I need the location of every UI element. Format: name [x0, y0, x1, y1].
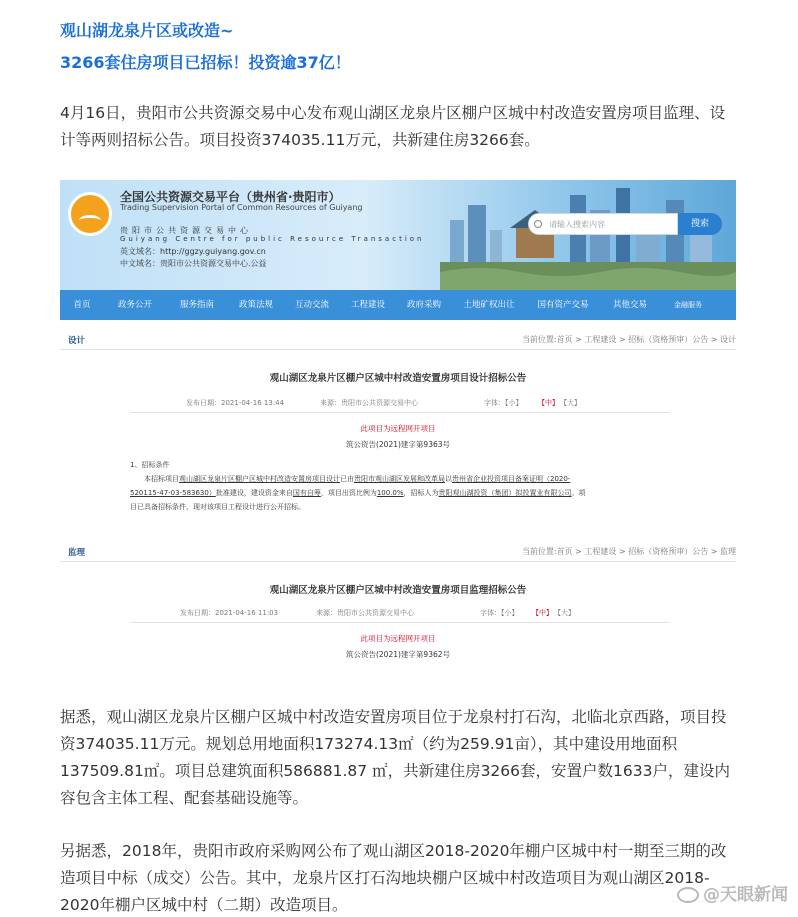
- banner-center-english: Guiyang Centre for public Resource Transaction: [120, 235, 425, 243]
- nav-item-gov-affairs[interactable]: 政务公开: [117, 300, 152, 310]
- cond-title: 1、招标条件: [130, 461, 170, 469]
- search-icon: [534, 220, 542, 228]
- doc-title-supervision: 观山湖区龙泉片区棚户区城中村改造安置房项目监理招标公告: [269, 585, 527, 596]
- nav-item-home[interactable]: 首页: [73, 300, 91, 310]
- doc-title-design: 观山湖区龙泉片区棚户区城中村改造安置房项目设计招标公告: [269, 373, 527, 384]
- section-label-design: 设计: [68, 336, 86, 346]
- nav-item-policy[interactable]: 政策法规: [238, 300, 273, 310]
- embedded-screenshot: [60, 180, 736, 664]
- banner-en-domain: 英文域名：http://ggzy.guiyang.gov.cn: [120, 247, 266, 256]
- site-logo: [68, 192, 112, 236]
- detail-paragraph: 据悉，观山湖区龙泉片区棚户区城中村改造安置房项目位于龙泉村打石沟，北临北京西路，项目投资374035.11万元。规划总用地面积173274.13㎡（约为259.91亩），其中建设用地面积137509.81㎡。项目总建筑面积586881.87 ㎡，共新建住房3266套，安置户数1633户，建设内容包含主体工程、配套基础设施等。: [60, 708, 730, 807]
- source: 来源：贵阳市公共资源交易中心: [316, 609, 414, 617]
- remote-notice-supervision: 此项目为远程网开项目: [360, 634, 436, 643]
- remote-notice-design: 此项目为远程网开项目: [360, 424, 436, 433]
- font-size-small[interactable]: 字体：【小】: [484, 399, 523, 407]
- nav-item-finance[interactable]: 金融服务: [674, 301, 702, 309]
- intro-paragraph: 4月16日，贵阳市公共资源交易中心发布观山湖区龙泉片区棚户区城中村改造安置房项目监理、设计等两则招标公告。项目投资374035.11万元，共新建住房3266套。: [60, 104, 726, 149]
- breadcrumb-supervision: 当前位置:首页 > 工程建设 > 招标（资格预审）公告 > 监理: [521, 547, 736, 556]
- nav-item-other[interactable]: 其他交易: [612, 300, 647, 310]
- main-nav: [60, 290, 736, 320]
- doc-code-design: 筑公资告(2021)建字第9363号: [345, 440, 451, 449]
- headline-line1: 观山湖龙泉片区或改造~: [60, 21, 234, 40]
- search-button[interactable]: 搜索: [678, 213, 722, 235]
- doc-body-design: 1、招标条件 本招标项目观山湖区龙泉片区棚户区城中村改造安置房项目设计已由贵阳市观山湖区发展和改革局以贵州省企业投资项目备案证明（2020- 520115-47-03-583630）批准建设，建设资金来自国有自筹，项目出资比例为100.0%，招标人为贵阳观山湖投资（集团）拟投置业有限公司。项 目已具备招标条件，现对该项目工程设计进行公开招标。: [130, 458, 670, 514]
- section-bar-supervision: [60, 542, 736, 562]
- nav-item-land[interactable]: 土地矿权出让: [463, 300, 515, 310]
- font-size-mid[interactable]: 【中】: [532, 609, 553, 617]
- banner-title: 全国公共资源交易平台（贵州省·贵阳市）: [120, 190, 341, 204]
- banner-center-name: 贵阳市公共资源交易中心: [120, 226, 252, 235]
- breadcrumb-design: 当前位置:首页 > 工程建设 > 招标（资格预审）公告 > 设计: [521, 335, 736, 344]
- banner-english: Trading Supervision Portal of Common Resources of Guiyang: [120, 203, 363, 212]
- banner-cn-domain: 中文域名：贵阳市公共资源交易中心.公益: [120, 259, 267, 268]
- section-label-supervision: 监理: [68, 548, 86, 558]
- nav-item-engineering[interactable]: 工程建设: [350, 300, 385, 310]
- doc-code-supervision: 筑公资告(2021)建字第9362号: [345, 650, 451, 659]
- background-paragraph: 另据悉，2018年，贵阳市政府采购网公布了观山湖区2018-2020年棚户区城中村一期至三期的改造项目中标（成交）公告。其中，龙泉片区打石沟地块棚户区城中村改造项目为观山湖区2018-2020年棚户区城中村（二期）改造项目。: [60, 842, 727, 914]
- search-input[interactable]: 请输入搜索内容: [528, 213, 678, 235]
- source: 来源：贵阳市公共资源交易中心: [320, 399, 418, 407]
- nav-item-interaction[interactable]: 互动交流: [294, 300, 329, 310]
- publish-date: 发布日期：2021-04-16 11:03: [180, 609, 279, 617]
- font-size-mid[interactable]: 【中】: [538, 399, 559, 407]
- city-skyline-icon: [440, 180, 736, 290]
- section-bar-design: [60, 330, 736, 350]
- font-size-big[interactable]: 【大】: [560, 399, 581, 407]
- nav-item-service-guide[interactable]: 服务指南: [179, 300, 214, 310]
- nav-item-assets[interactable]: 国有资产交易: [537, 300, 589, 310]
- site-banner: [60, 180, 736, 290]
- publish-date: 发布日期：2021-04-16 13:44: [186, 399, 285, 407]
- font-size-big[interactable]: 【大】: [554, 609, 575, 617]
- font-size-small[interactable]: 字体：【小】: [480, 609, 519, 617]
- headline-line2: 3266套住房项目已招标！投资逾37亿！: [60, 53, 351, 72]
- weibo-icon: [677, 887, 699, 903]
- nav-item-procurement[interactable]: 政府采购: [406, 300, 441, 310]
- watermark: @天眼新闻: [677, 880, 788, 905]
